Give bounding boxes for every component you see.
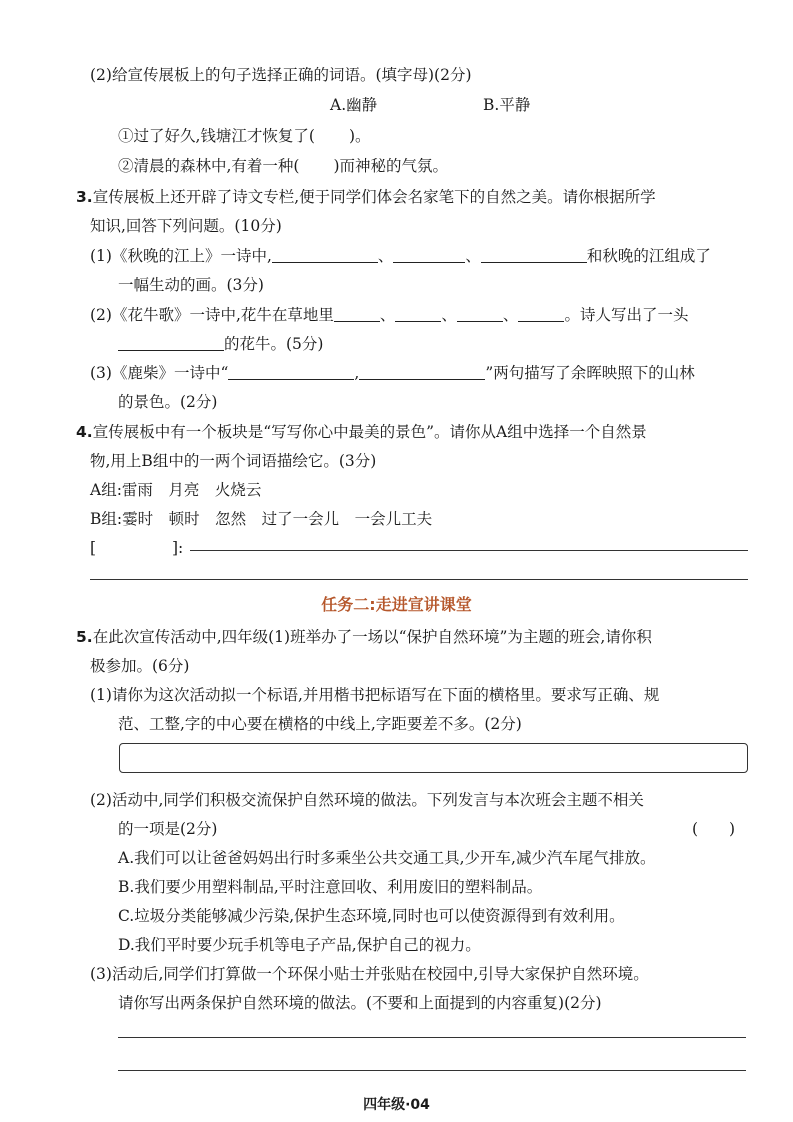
- q5-option-d: D.我们平时要少玩手机等电子产品,保护自己的视力。: [118, 936, 481, 954]
- page-footer: 四年级·04: [363, 1097, 430, 1113]
- q2-s1-before: ①过了好久,钱塘江才恢复了(: [118, 127, 315, 145]
- q5-part-2-line-2: 的一项是(2分): [118, 820, 218, 838]
- q5-part-1-line-1: (1)请你为这次活动拟一个标语,并用楷书把标语写在下面的横格里。要求写正确、规: [90, 686, 660, 704]
- q2-s2-before: ②清晨的森林中,有着一种(: [118, 157, 300, 175]
- q3-p1-before: (1)《秋晚的江上》一诗中,: [90, 247, 272, 265]
- q2-stem: (2)给宣传展板上的句子选择正确的词语。(填字母)(2分): [90, 66, 472, 84]
- q3-p2-sep-3: 、: [502, 306, 519, 324]
- q4-group-b: B组:霎时 顿时 忽然 过了一会儿 一会儿工夫: [90, 510, 433, 528]
- q4-bracket-open: [: [90, 539, 97, 557]
- q4-group-a: A组:雷雨 月亮 火烧云: [90, 481, 262, 499]
- q5-option-c: C.垃圾分类能够减少污染,保护生态环境,同时也可以使资源得到有效利用。: [118, 907, 625, 925]
- q3-p2-blank-1[interactable]: [334, 305, 380, 322]
- q5-part-3-line-1: (3)活动后,同学们打算做一个环保小贴士并张贴在校园中,引导大家保护自然环境。: [90, 965, 649, 983]
- q3-p2-blank-2[interactable]: [395, 305, 441, 322]
- q4-stem-line-2: 物,用上B组中的一两个词语描绘它。(3分): [90, 452, 377, 470]
- q5-stem-line-1: [76, 626, 652, 648]
- q4-number: 4.: [76, 423, 93, 441]
- q3-part-1-line-1: [90, 245, 711, 267]
- q3-p2-sep-1: 、: [379, 306, 396, 324]
- q3-p2-after: 。诗人写出了一头: [564, 306, 689, 324]
- q3-p1-sep-1: 、: [377, 247, 394, 265]
- q3-p3-comma: ,: [354, 364, 360, 382]
- q2-option-a: A.幽静: [330, 96, 378, 114]
- q5-number: 5.: [76, 628, 93, 646]
- q3-part-2-line-1: [90, 304, 688, 326]
- q2-s2-after: )而神秘的气氛。: [333, 157, 449, 175]
- q3-p1-blank-3[interactable]: [481, 246, 587, 263]
- q3-p2-sep-2: 、: [441, 306, 457, 324]
- q5-option-a: A.我们可以让爸爸妈妈出行时多乘坐公共交通工具,少开车,减少汽车尾气排放。: [118, 849, 656, 867]
- q3-number: 3.: [76, 188, 93, 206]
- q5-p3-answer-line-2[interactable]: [118, 1070, 746, 1071]
- q3-p3-after: ”两句描写了余晖映照下的山林: [485, 364, 695, 382]
- q2-sentence-1: [118, 125, 371, 147]
- task-2-title: 任务二:走进宣讲课堂: [321, 595, 472, 614]
- q4-answer-line-1[interactable]: [190, 550, 748, 551]
- q5-part-2-line-1: (2)活动中,同学们积极交流保护自然环境的做法。下列发言与本次班会主题不相关: [90, 791, 644, 809]
- q3-part-3-line-2: 的景色。(2分): [118, 393, 218, 411]
- q4-stem-line-1: [76, 421, 647, 443]
- q3-p1-blank-1[interactable]: [272, 246, 378, 263]
- q5-option-b: B.我们要少用塑料制品,平时注意回收、利用废旧的塑料制品。: [118, 878, 543, 896]
- q3-p2-blank-3[interactable]: [457, 305, 503, 322]
- q4-stem-text-1: 宣传展板中有一个板块是“写写你心中最美的景色”。请你从A组中选择一个自然景: [92, 423, 647, 441]
- q5-p3-answer-line-1[interactable]: [118, 1037, 746, 1038]
- q3-part-1-line-2: 一幅生动的画。(3分): [118, 276, 264, 294]
- q3-p1-sep-2: 、: [465, 247, 481, 265]
- q3-p2-line2-text: 的花牛。(5分): [224, 335, 324, 353]
- slogan-writing-box[interactable]: [119, 743, 748, 773]
- q5-stem-text-1: 在此次宣传活动中,四年级(1)班举办了一场以“保护自然环境”为主题的班会,请你积: [92, 628, 652, 646]
- q3-p2-blank-4[interactable]: [518, 305, 564, 322]
- q2-sentence-2: [118, 155, 448, 177]
- q3-part-2-line-2: [118, 333, 323, 355]
- q3-p3-blank-2[interactable]: [359, 363, 485, 380]
- q4-bracket-close: ]:: [172, 539, 184, 557]
- q3-p1-after: 和秋晚的江组成了: [586, 247, 711, 265]
- q3-p3-before: (3)《鹿柴》一诗中“: [90, 364, 229, 382]
- q3-stem-line-1: [76, 186, 656, 208]
- q5-part-1-line-2: 范、工整,字的中心要在横格的中线上,字距要差不多。(2分): [118, 715, 522, 733]
- q4-answer-line-2[interactable]: [90, 579, 748, 580]
- q2-s1-after: )。: [348, 127, 371, 145]
- q2-option-b: B.平静: [483, 96, 531, 114]
- q3-stem-line-2: 知识,回答下列问题。(10分): [90, 217, 282, 235]
- q5-part-3-line-2: 请你写出两条保护自然环境的做法。(不要和上面提到的内容重复)(2分): [118, 994, 602, 1012]
- q3-p3-blank-1[interactable]: [228, 363, 354, 380]
- q3-p2-before: (2)《花牛歌》一诗中,花牛在草地里: [90, 306, 334, 324]
- q5-stem-line-2: 极参加。(6分): [90, 657, 190, 675]
- q3-p1-blank-2[interactable]: [393, 246, 465, 263]
- q5-p2-answer-paren[interactable]: ( ): [692, 820, 736, 838]
- q3-part-3-line-1: [90, 362, 695, 384]
- q3-p2-blank-5[interactable]: [118, 334, 224, 351]
- q3-stem-text-1: 宣传展板上还开辟了诗文专栏,便于同学们体会名家笔下的自然之美。请你根据所学: [92, 188, 656, 206]
